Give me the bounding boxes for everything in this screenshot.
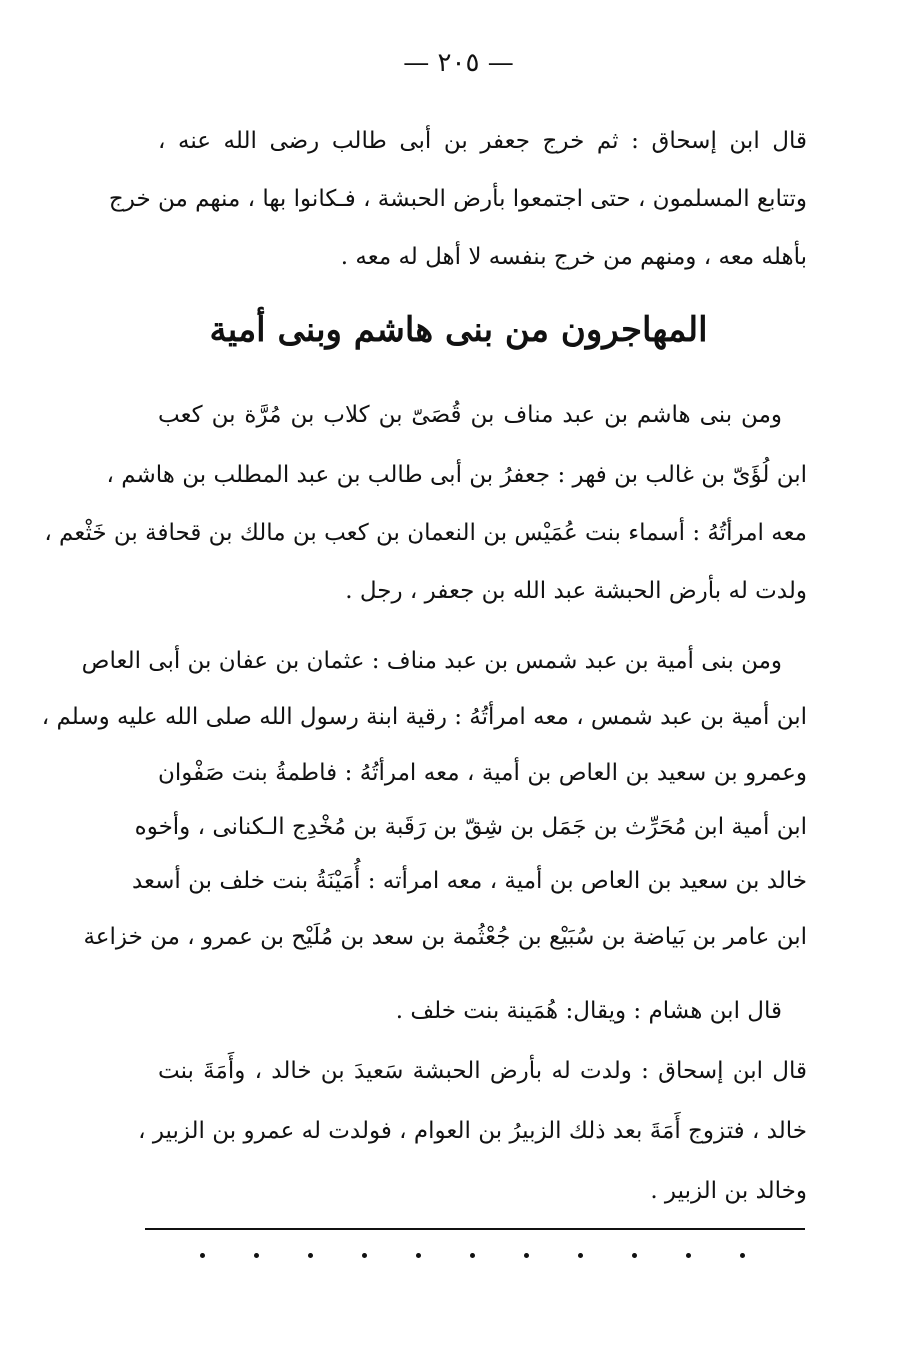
ibn-hisham-note: قال ابن هشام : ويقال: هُمَينة بنت خلف . — [395, 998, 782, 1024]
footer-rule — [145, 1228, 805, 1230]
hashim-line-3: معه امرأتُهُ : أسماء بنت عُمَيْس بن النعمان بن كعب بن مالك بن قحافة بن خَثْعم ، — [44, 520, 807, 546]
footer-dot — [200, 1253, 205, 1258]
footer-dot — [686, 1253, 691, 1258]
closing-line-1: قال ابن إسحاق : ولدت له بأرض الحبشة سَعيدَ بن خالد ، وأَمَةَ بنت — [158, 1058, 807, 1084]
umayya-line-5: خالد بن سعيد بن العاص بن أمية ، معه امرأته : أُمَيْنَةُ بنت خلف بن أسعد — [131, 868, 807, 894]
footer-dots — [200, 1253, 745, 1258]
footer-dot — [254, 1253, 259, 1258]
umayya-line-4: ابن أمية ابن مُحَرِّث بن جَمَل بن شِقّ بن رَقَبة بن مُخْدِج الـكنانى ، وأخوه — [134, 814, 807, 840]
footer-dot — [470, 1253, 475, 1258]
hashim-line-2: ابن لُؤَىّ بن غالب بن فهر : جعفرُ بن أبى طالب بن عبد المطلب بن هاشم ، — [106, 462, 807, 488]
intro-line-3: بأهله معه ، ومنهم من خرج بنفسه لا أهل له معه . — [340, 244, 807, 270]
umayya-line-6: ابن عامر بن بَياضة بن سُبَيْع بن جُعْثُمة بن سعد بن مُلَيْح بن عمرو ، من خزاعة — [83, 924, 807, 950]
intro-line-2: وتتابع المسلمون ، حتى اجتمعوا بأرض الحبشة ، فـكانوا بها ، منهم من خرج — [108, 186, 807, 212]
umayya-line-1: ومن بنى أمية بن عبد شمس بن عبد مناف : عثمان بن عفان بن أبى العاص — [81, 648, 782, 674]
closing-line-2: خالد ، فتزوج أَمَةَ بعد ذلك الزبيرُ بن العوام ، فولدت له عمرو بن الزبير ، — [138, 1118, 807, 1144]
umayya-line-3: وعمرو بن سعيد بن العاص بن أمية ، معه امرأتُهُ : فاطمةُ بنت صَفْوان — [158, 760, 807, 786]
section-heading: المهاجرون من بنى هاشم وبنى أمية — [209, 310, 708, 350]
hashim-line-1: ومن بنى هاشم بن عبد مناف بن قُصَىّ بن كلاب بن مُرَّة بن كعب — [158, 402, 782, 428]
footer-dot — [740, 1253, 745, 1258]
hashim-line-4: ولدت له بأرض الحبشة عبد الله بن جعفر ، رجل . — [345, 578, 807, 604]
umayya-line-2: ابن أمية بن عبد شمس ، معه امرأتُهُ : رقية ابنة رسول الله صلى الله عليه وسلم ، — [41, 704, 807, 730]
footer-dot — [416, 1253, 421, 1258]
closing-line-3: وخالد بن الزبير . — [650, 1178, 807, 1204]
footer-dot — [524, 1253, 529, 1258]
footer-dot — [632, 1253, 637, 1258]
footer-dot — [308, 1253, 313, 1258]
footer-dot — [578, 1253, 583, 1258]
intro-line-1: قال ابن إسحاق : ثم خرج جعفر بن أبى طالب رضى الله عنه ، — [158, 128, 807, 154]
page-number: — ٢٠٥ — — [403, 48, 514, 78]
footer-dot — [362, 1253, 367, 1258]
